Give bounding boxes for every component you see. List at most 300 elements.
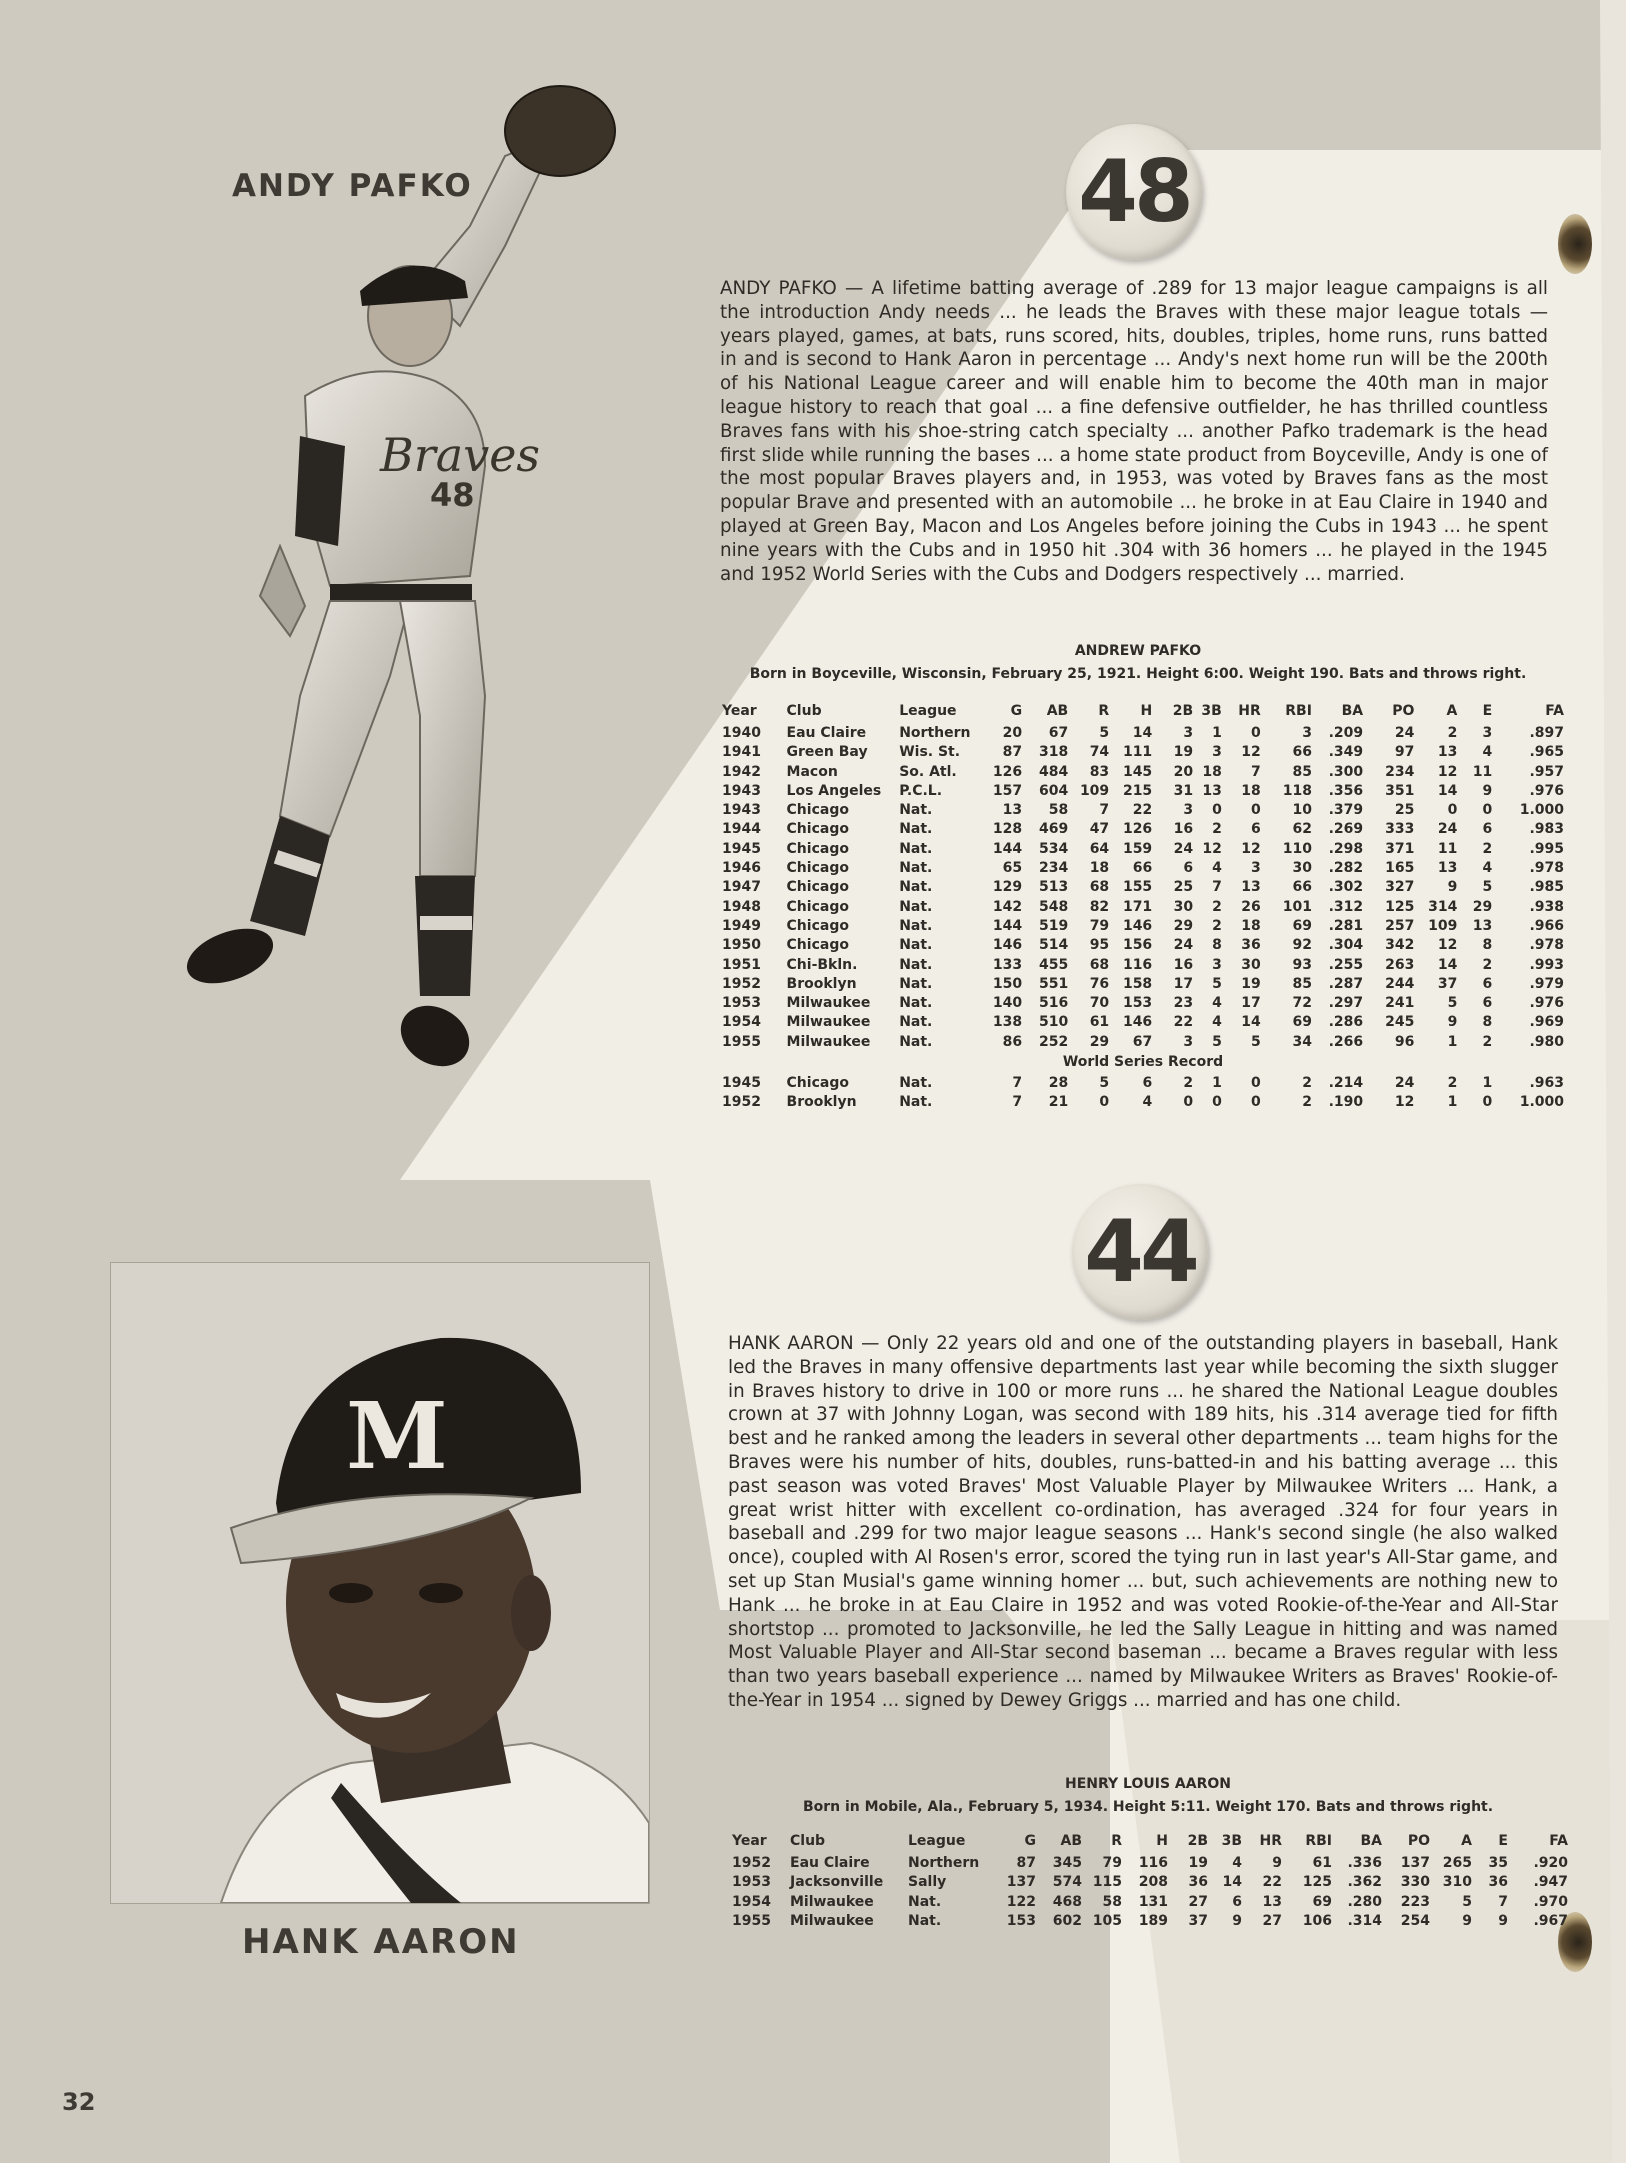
stats-cell: 1 [1212, 725, 1222, 741]
stats-cell: .255 [1328, 956, 1364, 973]
stats-cell: 333 [1385, 821, 1415, 838]
stats-cell: 5 [1099, 1075, 1110, 1092]
stats-cell: Nat. [899, 1033, 933, 1050]
stats-cell: 12 [1241, 840, 1261, 857]
stats-cell: 155 [1122, 879, 1153, 896]
stats-cell: 82 [1089, 898, 1110, 915]
stats-cell: 1950 [722, 937, 761, 954]
stats-cell: 145 [1122, 763, 1153, 780]
stats-cell: 9 [1462, 1912, 1472, 1929]
stats-cell: Brooklyn [786, 975, 857, 992]
stats-cell: .969 [1529, 1014, 1564, 1031]
stats-cell: 19 [1173, 744, 1194, 761]
stats-cell: .304 [1328, 937, 1364, 954]
stats-cell: 3 [1183, 725, 1194, 741]
stats-cell: 22 [1262, 1874, 1282, 1891]
stats-cell: 12 [1437, 937, 1458, 954]
stats-cell: 109 [1428, 917, 1458, 934]
stats-cell: .362 [1347, 1874, 1382, 1891]
stats-row [722, 743, 1564, 762]
stats-cell: 29 [1089, 1033, 1110, 1050]
stats-cell: 4 [1212, 860, 1222, 877]
stats-cell: 37 [1437, 975, 1458, 992]
stats-cell: 165 [1385, 860, 1415, 877]
stats-cell: 3 [1212, 744, 1222, 761]
stats-cell: .287 [1328, 975, 1364, 992]
stats-cell: 318 [1038, 744, 1069, 761]
stats-cell: 58 [1102, 1893, 1122, 1910]
stats-cell: 13 [1437, 744, 1458, 761]
stats-cell: .266 [1328, 1033, 1364, 1050]
stats-cell: 138 [992, 1014, 1023, 1031]
stats-cell: Chicago [786, 802, 849, 819]
stats-cell: Nat. [899, 840, 933, 857]
stats-cell: 159 [1122, 840, 1153, 857]
stats-cell: 11 [1472, 763, 1493, 780]
stats-cell: 0 [1251, 1075, 1261, 1092]
stats-cell: Chicago [786, 898, 849, 915]
stats-cell: 1952 [722, 975, 761, 992]
stats-cell: 10 [1292, 802, 1312, 819]
stats-cell: 7 [1212, 879, 1222, 896]
stats-row [722, 936, 1564, 955]
aaron-stats-header-row [732, 1830, 1568, 1854]
stats-cell: .190 [1328, 1094, 1364, 1111]
stats-cell: 14 [1241, 1014, 1261, 1031]
stats-cell: 109 [1079, 782, 1110, 799]
pafko-stats-header-row [722, 700, 1564, 724]
stats-cell: Chicago [786, 840, 849, 857]
aaron-stats-subtitle: Born in Mobile, Ala., February 5, 1934. Height 5:11. Weight 170. Bats and throws right. [802, 1799, 1494, 1815]
stats-row [722, 1033, 1564, 1052]
stats-cell: 26 [1241, 898, 1261, 915]
stats-cell: Chicago [786, 860, 849, 877]
stats-cell: 37 [1188, 1912, 1208, 1929]
stats-cell: 34 [1292, 1033, 1312, 1050]
world-series-heading-row [722, 1052, 1564, 1074]
stats-cell: 4 [1212, 995, 1222, 1012]
stats-cell: 126 [992, 763, 1023, 780]
stats-cell: 468 [1052, 1893, 1082, 1910]
player-portrait-cap-photo [110, 1262, 650, 1904]
stats-cell: .978 [1529, 937, 1564, 954]
stats-cell: 83 [1089, 763, 1110, 780]
stats-cell: 27 [1188, 1893, 1208, 1910]
stats-cell: 551 [1038, 975, 1069, 992]
stats-cell: Brooklyn [786, 1094, 857, 1111]
stats-cell: 65 [1002, 860, 1023, 877]
stats-cell: 244 [1385, 975, 1415, 992]
stats-cell: 27 [1262, 1912, 1282, 1929]
stats-cell: 5 [1462, 1893, 1472, 1910]
stats-cell: Milwaukee [786, 1033, 871, 1050]
stats-row [722, 1093, 1564, 1112]
stats-cell: Nat. [899, 917, 933, 934]
pafko-stats-title: ANDREW PAFKO [1074, 643, 1202, 659]
stats-cell: 9 [1482, 782, 1493, 799]
stats-cell: .966 [1529, 917, 1564, 934]
stats-cell: 31 [1173, 782, 1194, 799]
stats-cell: .356 [1328, 782, 1364, 799]
stats-cell: 3 [1251, 860, 1261, 877]
stats-cell: 1941 [722, 744, 761, 761]
stats-cell: 1949 [722, 917, 761, 934]
stats-cell: 215 [1122, 782, 1153, 799]
stats-row [722, 763, 1564, 782]
stats-column-header: AB [1060, 1833, 1082, 1850]
stats-cell: 469 [1038, 821, 1069, 838]
stats-cell: 548 [1038, 898, 1069, 915]
stats-cell: 157 [992, 782, 1023, 799]
stats-cell: 36 [1241, 937, 1261, 954]
stats-cell: .314 [1347, 1912, 1382, 1929]
stats-cell: 19 [1241, 975, 1261, 992]
stats-cell: 153 [1122, 995, 1153, 1012]
stats-cell: 604 [1038, 782, 1069, 799]
stats-cell: 137 [1006, 1874, 1036, 1891]
stats-cell: .336 [1347, 1855, 1382, 1871]
stats-cell: 18 [1241, 917, 1261, 934]
stats-cell: 92 [1292, 937, 1312, 954]
stats-cell: .298 [1328, 840, 1364, 857]
stats-cell: 3 [1482, 725, 1493, 741]
stats-cell: 310 [1442, 1874, 1472, 1891]
stats-cell: 455 [1038, 956, 1069, 973]
stats-cell: Nat. [899, 1075, 933, 1092]
stats-column-header: HR [1259, 1833, 1282, 1850]
aaron-jersey-number-badge [1072, 1184, 1208, 1320]
stats-cell: 18 [1241, 782, 1261, 799]
stats-cell: 1952 [732, 1855, 771, 1871]
stats-cell: 345 [1052, 1855, 1082, 1871]
stats-cell: 67 [1132, 1033, 1153, 1050]
pafko-stats-table [722, 700, 1564, 1113]
stats-column-header: G [1024, 1833, 1036, 1850]
stats-cell: 87 [1016, 1855, 1036, 1871]
stats-cell: 342 [1385, 937, 1415, 954]
stats-cell: 241 [1385, 995, 1415, 1012]
stats-cell: 2 [1212, 898, 1222, 915]
stats-cell: 0 [1482, 802, 1493, 819]
stats-cell: 105 [1092, 1912, 1122, 1929]
stats-cell: 16 [1173, 821, 1194, 838]
stats-cell: 9 [1447, 879, 1458, 896]
stats-cell: Nat. [899, 1094, 933, 1111]
stats-cell: 252 [1038, 1033, 1069, 1050]
stats-cell: Northern [908, 1855, 980, 1871]
stats-cell: 74 [1089, 744, 1110, 761]
stats-cell: .976 [1529, 995, 1564, 1012]
stats-cell: 602 [1052, 1912, 1082, 1929]
stats-cell: 13 [1241, 879, 1261, 896]
pafko-heading: ANDY PAFKO [232, 168, 473, 204]
stats-cell: 12 [1437, 763, 1458, 780]
stats-column-header: E [1482, 703, 1493, 720]
stats-cell: 68 [1089, 879, 1110, 896]
stats-cell: 0 [1482, 1094, 1493, 1111]
stats-row [732, 1912, 1568, 1931]
stats-cell: .970 [1533, 1893, 1568, 1910]
stats-cell: 137 [1400, 1855, 1430, 1871]
stats-cell: 2 [1482, 1033, 1493, 1050]
stats-cell: 6 [1482, 995, 1493, 1012]
stats-cell: 70 [1089, 995, 1110, 1012]
stats-row [722, 782, 1564, 801]
stats-cell: .957 [1529, 763, 1564, 780]
stats-cell: .983 [1529, 821, 1564, 838]
stats-cell: 6 [1232, 1893, 1242, 1910]
stats-cell: 29 [1173, 917, 1194, 934]
stats-cell: 1953 [722, 995, 761, 1012]
stats-cell: 106 [1302, 1912, 1332, 1929]
stats-cell: Chicago [786, 879, 849, 896]
stats-cell: 13 [1262, 1893, 1282, 1910]
stats-cell: Milwaukee [786, 1014, 871, 1031]
stats-cell: 111 [1122, 744, 1153, 761]
stats-cell: 4 [1142, 1094, 1153, 1111]
stats-cell: 85 [1292, 763, 1312, 780]
stats-cell: 140 [992, 995, 1023, 1012]
aaron-stats-table [732, 1830, 1568, 1931]
stats-cell: Chicago [786, 937, 849, 954]
stats-cell: .214 [1328, 1075, 1364, 1092]
stats-cell: 153 [1006, 1912, 1036, 1929]
stats-cell: 3 [1183, 802, 1194, 819]
stats-cell: 58 [1048, 802, 1069, 819]
stats-cell: 146 [1122, 917, 1153, 934]
stats-cell: 3 [1212, 956, 1222, 973]
stats-row [722, 994, 1564, 1013]
stats-cell: 1954 [732, 1893, 771, 1910]
stats-cell: 126 [1122, 821, 1153, 838]
stats-cell: 30 [1173, 898, 1194, 915]
stats-cell: 14 [1132, 725, 1153, 741]
stats-cell: 1955 [732, 1912, 771, 1929]
stats-cell: 128 [992, 821, 1023, 838]
stats-cell: 17 [1173, 975, 1194, 992]
stats-cell: 23 [1173, 995, 1194, 1012]
aaron-jersey-number: 44 [1084, 1202, 1196, 1302]
stats-cell: 1943 [722, 782, 761, 799]
stats-cell: .379 [1328, 802, 1364, 819]
stats-column-header: 2B [1187, 1833, 1208, 1850]
stats-cell: 79 [1102, 1855, 1122, 1871]
world-series-heading: World Series Record [1062, 1054, 1224, 1071]
stats-cell: 1942 [722, 763, 761, 780]
stats-cell: 97 [1394, 744, 1415, 761]
stats-cell: Eau Claire [790, 1855, 870, 1871]
stats-column-header: R [1111, 1833, 1122, 1850]
stats-cell: 1952 [722, 1094, 761, 1111]
stats-cell: 69 [1292, 917, 1312, 934]
stats-cell: 9 [1232, 1912, 1242, 1929]
stats-cell: 66 [1132, 860, 1153, 877]
stats-cell: 125 [1302, 1874, 1332, 1891]
stats-cell: 2 [1212, 917, 1222, 934]
stats-cell: 3 [1183, 1033, 1194, 1050]
stats-cell: 19 [1188, 1855, 1208, 1871]
stats-cell: 101 [1282, 898, 1312, 915]
page-number: 32 [62, 2088, 96, 2116]
stats-row [722, 859, 1564, 878]
stats-cell: 0 [1251, 802, 1261, 819]
stats-column-header: A [1461, 1833, 1472, 1850]
stats-cell: 330 [1400, 1874, 1430, 1891]
stats-cell: 9 [1272, 1855, 1282, 1871]
stats-cell: 12 [1394, 1094, 1415, 1111]
stats-cell: .978 [1529, 860, 1564, 877]
stats-cell: 30 [1292, 860, 1312, 877]
stats-cell: 36 [1488, 1874, 1508, 1891]
stats-cell: 29 [1472, 898, 1493, 915]
stats-column-header: 3B [1221, 1833, 1242, 1850]
svg-text:Braves: Braves [380, 428, 541, 482]
stats-column-header: BA [1360, 1833, 1382, 1850]
stats-cell: 13 [1437, 860, 1458, 877]
stats-cell: 96 [1394, 1033, 1415, 1050]
stats-cell: 514 [1038, 937, 1069, 954]
stats-row [722, 724, 1564, 743]
stats-cell: 13 [1202, 782, 1222, 799]
stats-cell: 0 [1251, 725, 1261, 741]
stats-cell: 1948 [722, 898, 761, 915]
stats-column-header: Club [786, 703, 822, 720]
stats-cell: 118 [1282, 782, 1312, 799]
stats-column-header: Club [790, 1833, 826, 1850]
stats-cell: 146 [992, 937, 1023, 954]
stats-cell: 61 [1312, 1855, 1332, 1871]
stats-cell: 66 [1292, 744, 1312, 761]
stats-cell: 144 [992, 917, 1023, 934]
stats-cell: 7 [1012, 1094, 1023, 1111]
stats-cell: 131 [1138, 1893, 1168, 1910]
stats-cell: 142 [992, 898, 1023, 915]
stats-cell: 12 [1241, 744, 1261, 761]
stats-cell: 1.000 [1519, 1094, 1564, 1111]
stats-cell: Nat. [899, 821, 933, 838]
stats-cell: 574 [1052, 1874, 1082, 1891]
stats-cell: 150 [992, 975, 1023, 992]
stats-cell: 254 [1400, 1912, 1430, 1929]
stats-cell: .281 [1328, 917, 1364, 934]
stats-cell: Nat. [899, 995, 933, 1012]
stats-cell: 8 [1482, 1014, 1493, 1031]
stats-cell: 263 [1385, 956, 1415, 973]
stats-cell: 245 [1385, 1014, 1415, 1031]
stats-cell: Nat. [899, 860, 933, 877]
stats-cell: 9 [1498, 1912, 1508, 1929]
stats-cell: .297 [1328, 995, 1364, 1012]
stats-cell: 116 [1122, 956, 1153, 973]
stats-cell: .995 [1529, 840, 1564, 857]
stats-cell: 519 [1038, 917, 1069, 934]
stats-cell: .980 [1529, 1033, 1564, 1050]
stats-cell: 7 [1498, 1893, 1508, 1910]
stats-column-header: RBI [1305, 1833, 1332, 1850]
stats-cell: Nat. [899, 879, 933, 896]
stats-cell: .302 [1328, 879, 1364, 896]
stats-cell: 1 [1447, 1033, 1458, 1050]
svg-text:48: 48 [430, 476, 475, 514]
stats-cell: 1 [1482, 1075, 1493, 1092]
stats-cell: 234 [1038, 860, 1069, 877]
stats-cell: 115 [1092, 1874, 1122, 1891]
stats-cell: 30 [1241, 956, 1261, 973]
stats-cell: 35 [1488, 1855, 1508, 1871]
stats-cell: 72 [1292, 995, 1312, 1012]
stats-cell: 67 [1048, 725, 1069, 741]
stats-cell: 189 [1138, 1912, 1168, 1929]
stats-cell: 8 [1482, 937, 1493, 954]
outfielder-leaping-catch-photo [90, 76, 730, 1186]
stats-cell: 2 [1183, 1075, 1194, 1092]
stats-cell: Nat. [899, 802, 933, 819]
stats-cell: Eau Claire [786, 725, 867, 741]
stats-cell: 9 [1447, 1014, 1458, 1031]
stats-cell: .967 [1533, 1912, 1568, 1929]
stats-cell: .920 [1533, 1855, 1568, 1871]
stats-cell: 66 [1292, 879, 1312, 896]
stats-cell: 513 [1038, 879, 1069, 896]
stats-cell: .897 [1529, 725, 1564, 741]
stats-row [722, 975, 1564, 994]
stats-cell: 1955 [722, 1033, 761, 1050]
stats-column-header: BA [1341, 703, 1364, 720]
stats-cell: 16 [1173, 956, 1194, 973]
stats-cell: 13 [1002, 802, 1023, 819]
stats-cell: Sally [908, 1874, 947, 1891]
stats-cell: 13 [1472, 917, 1493, 934]
stats-cell: 7 [1099, 802, 1110, 819]
stats-cell: Wis. St. [899, 744, 961, 761]
stats-cell: 64 [1089, 840, 1110, 857]
pafko-jersey-number: 48 [1078, 142, 1190, 242]
stats-cell: 68 [1089, 956, 1110, 973]
stats-cell: 327 [1385, 879, 1415, 896]
stats-cell: 22 [1173, 1014, 1194, 1031]
stats-cell: 2 [1482, 840, 1493, 857]
stats-cell: 484 [1038, 763, 1069, 780]
stats-cell: 61 [1089, 1014, 1110, 1031]
stats-cell: 14 [1437, 956, 1458, 973]
stats-column-header: League [908, 1833, 966, 1850]
stats-column-header: FA [1549, 1833, 1568, 1850]
stats-column-header: H [1156, 1833, 1168, 1850]
stats-cell: 20 [1173, 763, 1194, 780]
stats-row [732, 1854, 1568, 1873]
stats-cell: .349 [1328, 744, 1364, 761]
stats-row [732, 1873, 1568, 1892]
stats-column-header: G [1010, 703, 1023, 720]
aaron-heading: HANK AARON [242, 1922, 520, 1962]
stats-cell: 1943 [722, 802, 761, 819]
stats-cell: 11 [1437, 840, 1458, 857]
stats-cell: 69 [1292, 1014, 1312, 1031]
stats-column-header: 3B [1201, 703, 1222, 720]
stats-cell: .963 [1529, 1075, 1564, 1092]
stats-cell: 534 [1038, 840, 1069, 857]
stats-cell: 6 [1183, 860, 1194, 877]
stats-row [732, 1893, 1568, 1912]
stats-cell: 6 [1251, 821, 1261, 838]
pafko-biography: ANDY PAFKO — A lifetime batting average of .289 for 13 major league campaigns is all the introduction Andy needs ... he leads the Braves with these major league totals — years played, games, at bats, runs scored, hits, doubles, triples, home runs, runs batted in and is second to Hank Aaron in percentage ... Andy's next home run will be the 200th of his National League career and will enable him to become the 40th man in major league history to reach that goal ... a fine defensive outfielder, he has thrilled countless Braves fans with his shoe-string catch specialty ... another Pafko trademark is the head first slide while running the bases ... a home state product from Boyceville, Andy is one of the most popular Braves players and, in 1953, was voted by Braves fans as the most popular Brave and presented with an automobile ... he broke in at Eau Claire in 1940 and played at Green Bay, Macon and Los Angeles before joining the Cubs in 1943 ... he spent nine years with the Cubs and in 1950 hit .304 with 36 homers ... he played in the 1945 and 1952 World Series with the Cubs and Dodgers respectively ... married. [720, 278, 1548, 585]
stats-row [722, 956, 1564, 975]
stats-cell: 116 [1138, 1855, 1168, 1871]
stats-cell: 4 [1232, 1855, 1242, 1871]
stats-cell: 24 [1394, 725, 1415, 741]
stats-cell: 24 [1437, 821, 1458, 838]
stats-cell: Milwaukee [790, 1912, 874, 1929]
